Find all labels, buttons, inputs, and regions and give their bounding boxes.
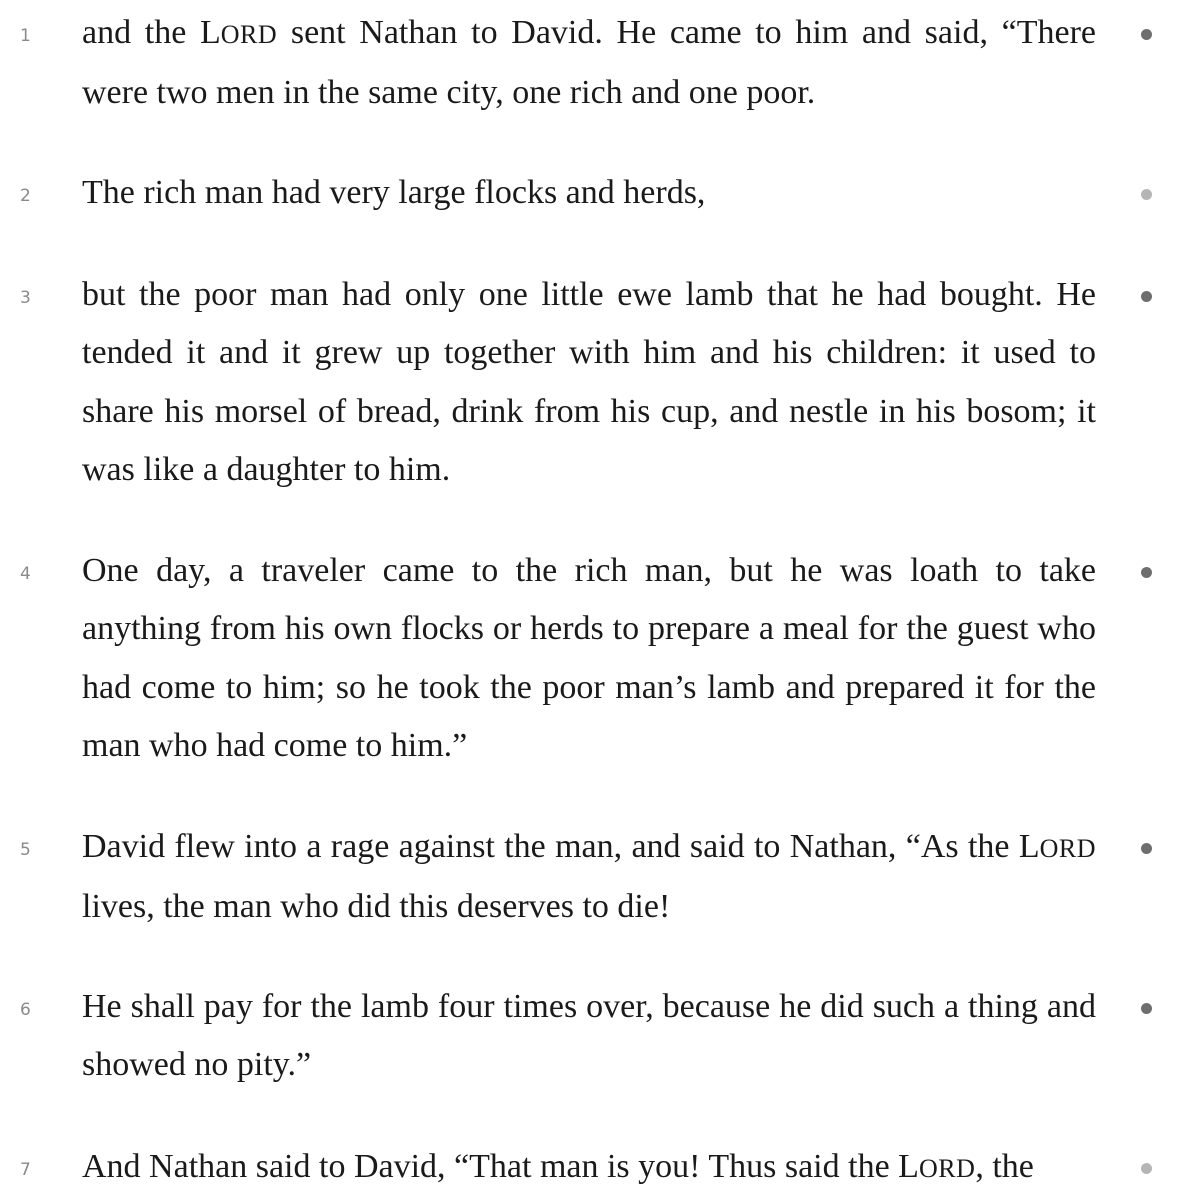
verse-number: 6: [20, 1000, 31, 1020]
verse-bullet[interactable]: [1141, 29, 1152, 40]
verse-text: He shall pay for the lamb four times over, because he did such a thing and showed no pity.”: [82, 988, 1096, 1084]
verse-bullet[interactable]: [1141, 843, 1152, 854]
verse-text: One day, a traveler came to the rich man, but he was loath to take anything from his own flocks or herds to prepare a meal for the guest who had come to him; so he took the poor man’s lamb and prepared it for the man who had come to him.”: [82, 552, 1096, 764]
verse-number: 5: [20, 840, 31, 860]
verse-number: 4: [20, 564, 31, 584]
verse-text: but the poor man had only one little ewe lamb that he had bought. He tended it and it grew up together with him and his children: it used to share his morsel of bread, drink from his cup, and nestle in his bosom; it was like a daughter to him.: [82, 276, 1096, 488]
verse-bullet[interactable]: [1141, 189, 1152, 200]
verse-bullet[interactable]: [1141, 1003, 1152, 1014]
verse-text: David flew into a rage against the man, and said to Nathan, “As the LORD lives, the man who did this deserves to die!: [82, 828, 1096, 926]
verse-text: The rich man had very large flocks and herds,: [82, 174, 706, 211]
verse-number: 7: [20, 1160, 31, 1180]
verse-text: and the LORD sent Nathan to David. He came to him and said, “There were two men in the same city, one rich and one poor.: [82, 14, 1096, 112]
verse-bullet[interactable]: [1141, 291, 1152, 302]
verse-bullet[interactable]: [1141, 1163, 1152, 1174]
verse-text: And Nathan said to David, “That man is you! Thus said the LORD, the: [82, 1148, 1034, 1185]
verse-number: 1: [20, 26, 31, 46]
verse-number: 2: [20, 186, 31, 206]
verse-number: 3: [20, 288, 31, 308]
verse-bullet[interactable]: [1141, 567, 1152, 578]
